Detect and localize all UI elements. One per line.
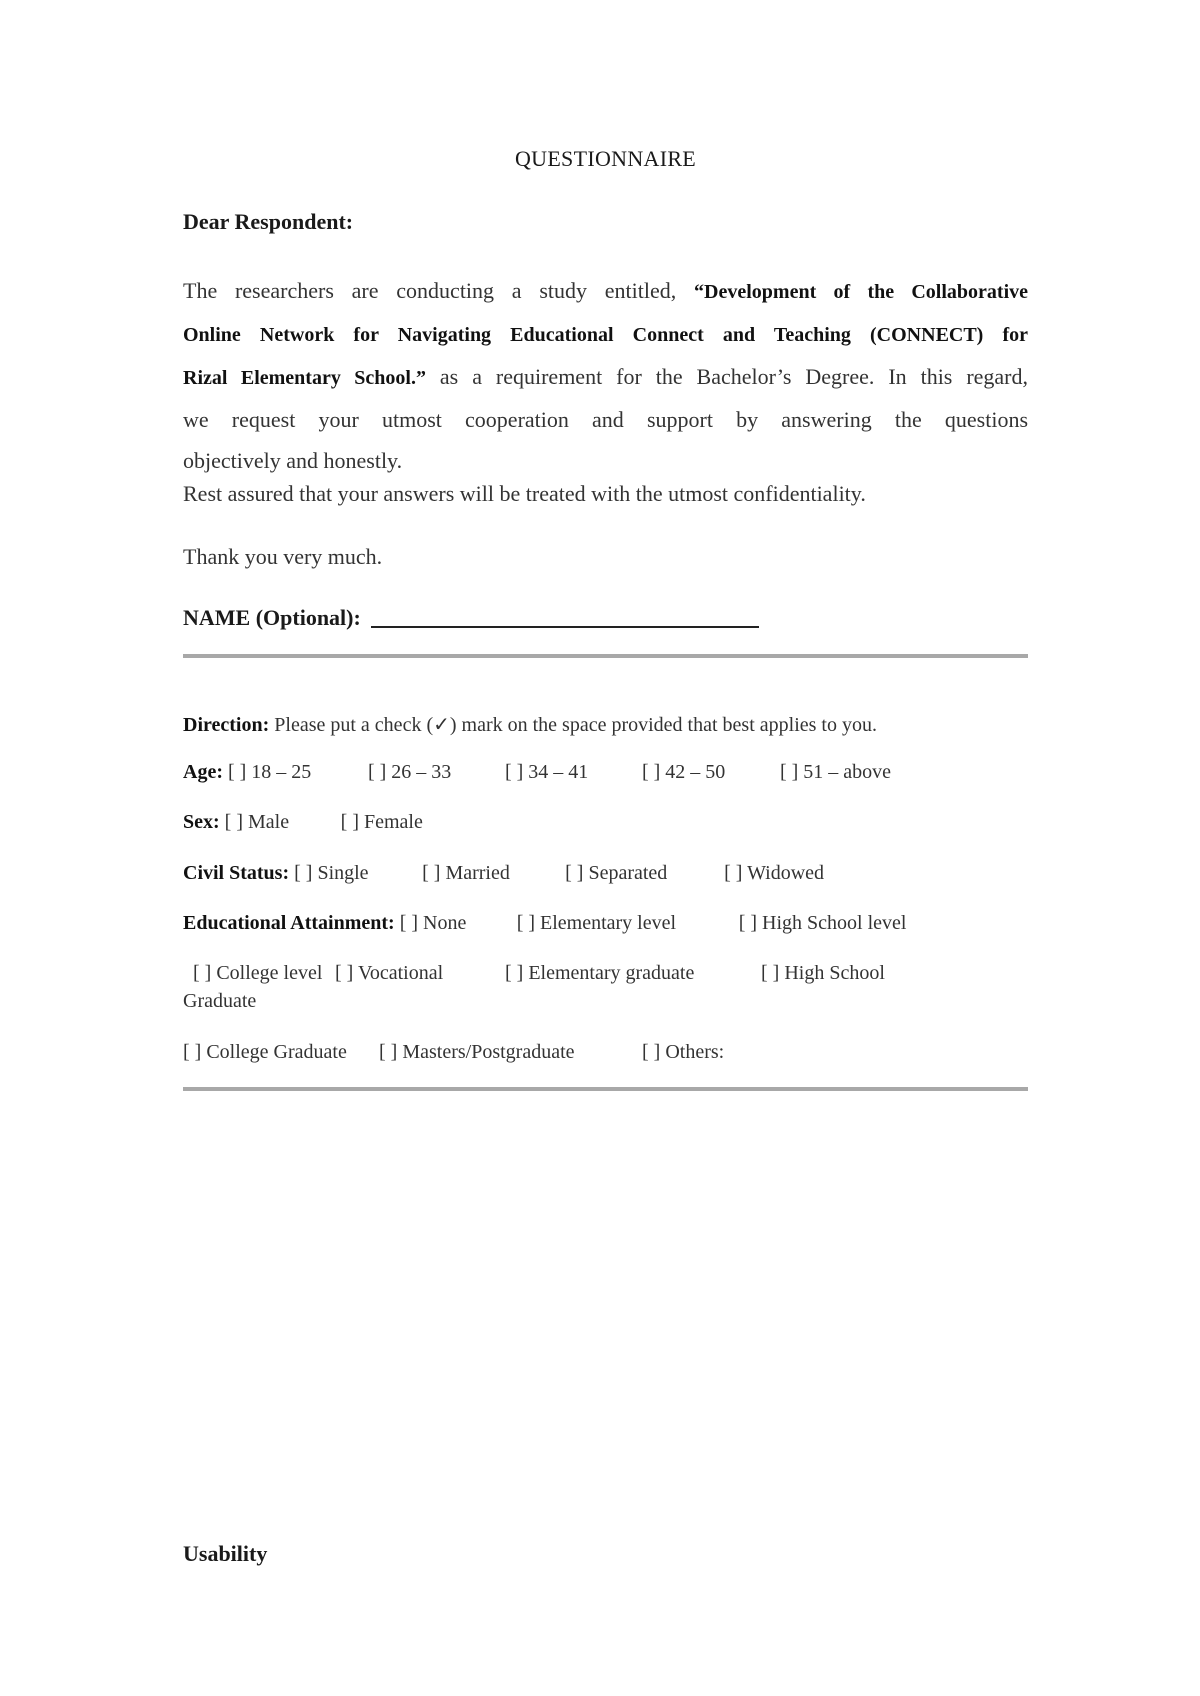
education-label: Educational Attainment: xyxy=(183,912,395,934)
study-title-part-1: “Development of the Collaborative xyxy=(694,281,1029,303)
section-divider-bottom xyxy=(183,1087,1028,1091)
intro-line-1-text: The researchers are conducting a study entitled, xyxy=(183,278,677,303)
age-option-42-50[interactable]: [ ] 42 – 50 xyxy=(641,761,726,783)
questionnaire-page xyxy=(183,0,1028,1696)
edu-option-high-school[interactable]: [ ] High School xyxy=(761,962,885,984)
intro-line-3-text: as a requirement for the Bachelor’s Degree. In this regard, xyxy=(439,364,1028,389)
intro-line-3 xyxy=(183,356,1028,399)
education-row-2 xyxy=(193,962,885,985)
study-title-part-2: Online Network for Navigating Educational Connect and Teaching (CONNECT) for xyxy=(183,324,1028,346)
edu-option-others[interactable]: [ ] Others: xyxy=(642,1041,725,1063)
sex-label: Sex: xyxy=(183,811,220,833)
edu-option-elementary-level[interactable]: [ ] Elementary level xyxy=(516,912,677,934)
intro-line-4: we request your utmost cooperation and support by answering the questions xyxy=(183,407,1028,432)
education-row-3 xyxy=(183,1041,724,1064)
salutation: Dear Respondent: xyxy=(183,209,354,234)
sex-row xyxy=(183,811,423,834)
thank-you-note: Thank you very much. xyxy=(183,544,383,569)
age-option-18-25[interactable]: [ ] 18 – 25 xyxy=(227,761,312,783)
intro-line-5: objectively and honestly. xyxy=(183,448,403,473)
civil-status-label: Civil Status: xyxy=(183,862,290,884)
civil-status-row xyxy=(183,862,824,885)
direction-row xyxy=(183,712,877,737)
section-divider-top xyxy=(183,654,1028,658)
sex-option-female[interactable]: [ ] Female xyxy=(340,811,423,833)
name-field-row xyxy=(183,605,759,631)
edu-option-college-level[interactable]: [ ] College level xyxy=(193,962,323,984)
direction-text: Please put a check (✓) mark on the space provided that best applies to you. xyxy=(274,714,877,736)
edu-option-none[interactable]: [ ] None xyxy=(399,912,467,934)
education-row-1 xyxy=(183,912,906,935)
page-title: QUESTIONNAIRE xyxy=(514,146,697,171)
civil-option-widowed[interactable]: [ ] Widowed xyxy=(724,862,825,884)
edu-option-vocational[interactable]: [ ] Vocational xyxy=(335,962,444,984)
sex-option-male[interactable]: [ ] Male xyxy=(224,811,290,833)
age-option-26-33[interactable]: [ ] 26 – 33 xyxy=(367,761,452,783)
intro-paragraph xyxy=(183,270,1028,481)
civil-option-separated[interactable]: [ ] Separated xyxy=(565,862,668,884)
name-label: NAME (Optional): xyxy=(183,605,361,630)
intro-line-1 xyxy=(183,270,1028,313)
intro-line-2 xyxy=(183,313,1028,356)
section-heading-usability: Usability xyxy=(183,1541,268,1566)
age-label: Age: xyxy=(183,761,223,783)
edu-option-elementary-graduate[interactable]: [ ] Elementary graduate xyxy=(505,962,695,984)
age-option-34-41[interactable]: [ ] 34 – 41 xyxy=(504,761,589,783)
age-row xyxy=(183,761,891,784)
edu-option-college-graduate[interactable]: [ ] College Graduate xyxy=(183,1041,347,1063)
name-blank-line[interactable] xyxy=(371,625,759,628)
education-row-2-wrap: Graduate xyxy=(183,990,257,1012)
civil-option-single[interactable]: [ ] Single xyxy=(294,862,369,884)
study-title-part-3: Rizal Elementary School.” xyxy=(183,367,426,389)
confidentiality-note: Rest assured that your answers will be treated with the utmost confidentiality. xyxy=(183,481,866,506)
direction-label: Direction: xyxy=(183,714,270,736)
age-option-51-above[interactable]: [ ] 51 – above xyxy=(779,761,892,783)
edu-option-masters-postgraduate[interactable]: [ ] Masters/Postgraduate xyxy=(379,1041,575,1063)
civil-option-married[interactable]: [ ] Married xyxy=(422,862,510,884)
edu-option-high-school-level[interactable]: [ ] High School level xyxy=(738,912,907,934)
